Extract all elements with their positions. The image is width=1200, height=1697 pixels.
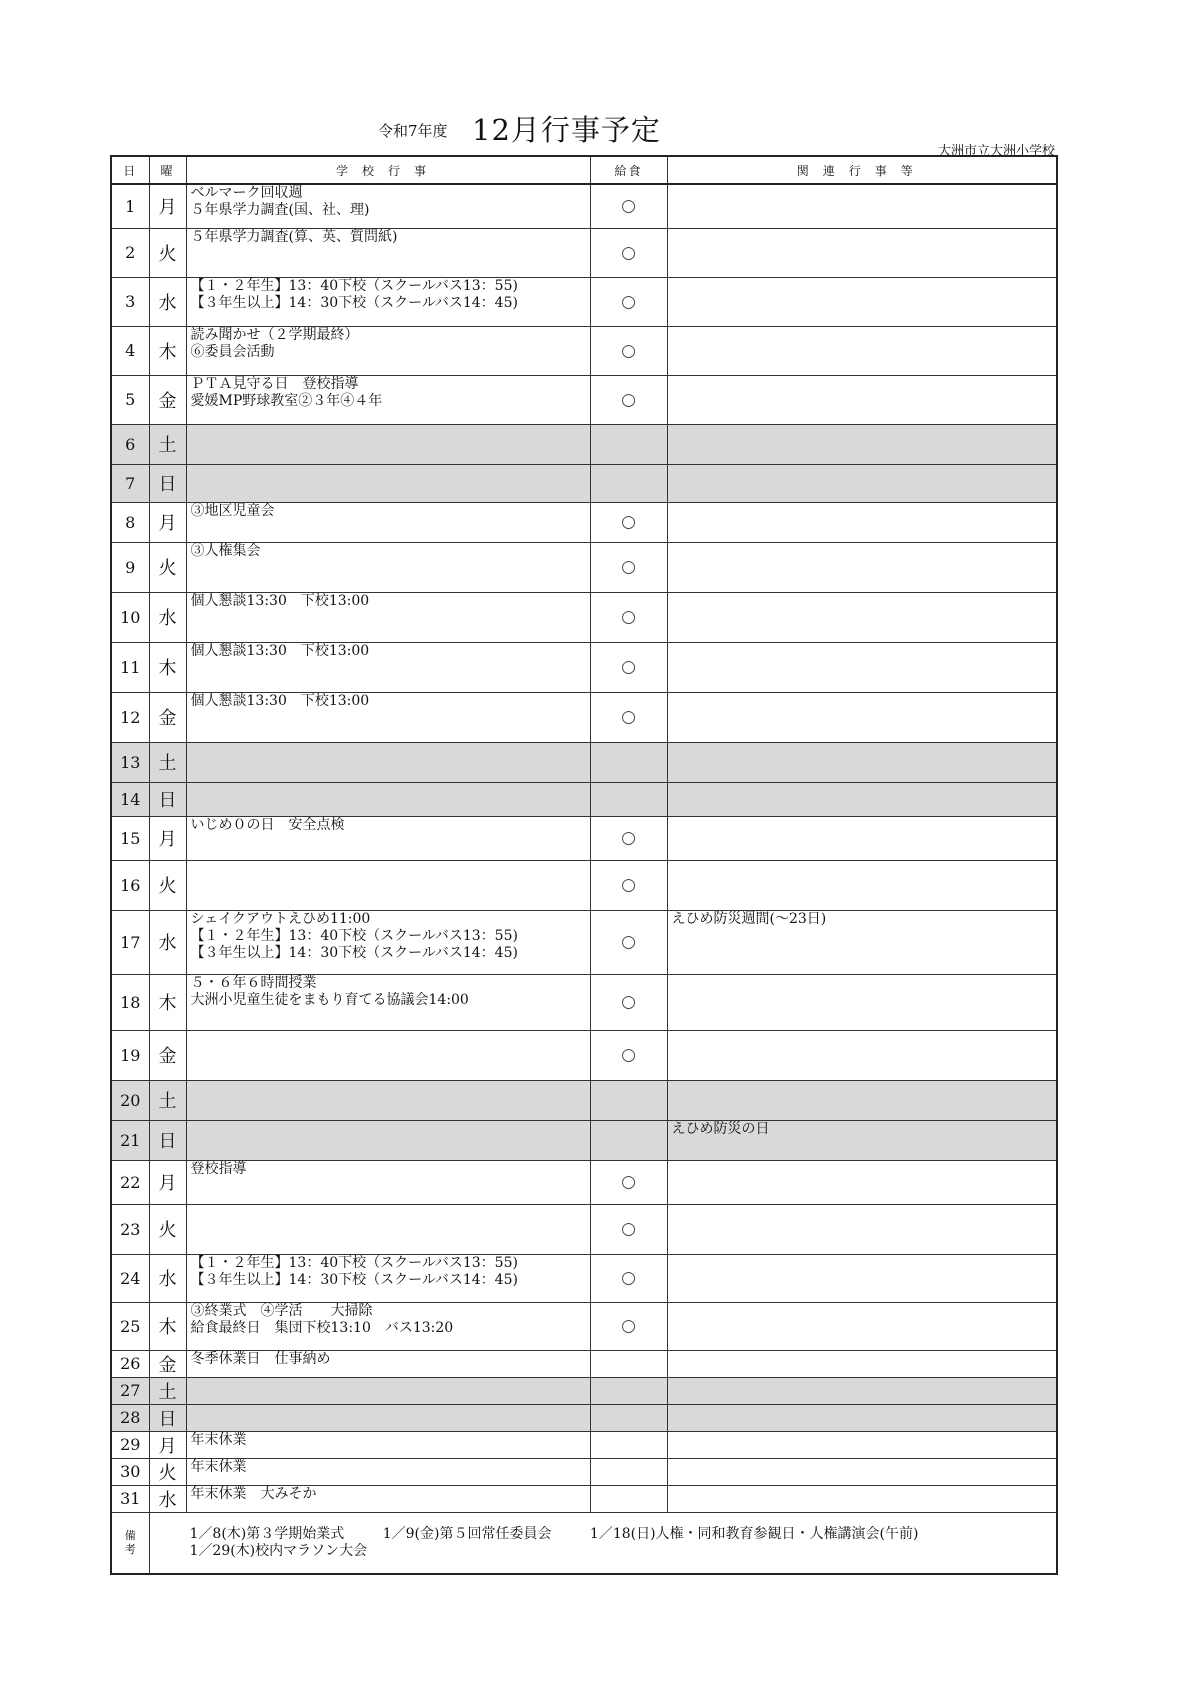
event-line: ③終業式 ④学活 大掃除 xyxy=(190,1302,373,1319)
event-line: 個人懇談13:30 下校13:00 xyxy=(190,642,370,659)
events-cell xyxy=(186,910,590,974)
weekday-cell: 月 xyxy=(149,1431,186,1458)
weekday-cell: 水 xyxy=(149,277,186,326)
day-cell: 8 xyxy=(111,502,149,542)
event-line: 読み聞かせ（２学期最終） xyxy=(190,326,359,343)
lunch-cell: ○ xyxy=(590,592,667,642)
events-cell xyxy=(186,1160,590,1204)
weekday-cell: 土 xyxy=(149,742,186,782)
events-cell xyxy=(186,375,590,424)
event-line: ＰＴＡ見守る日 登校指導 xyxy=(190,375,359,392)
table-row xyxy=(111,424,1057,464)
day-cell: 29 xyxy=(111,1431,149,1458)
events-cell xyxy=(186,592,590,642)
table-row xyxy=(111,974,1057,1030)
event-line: 【１・２年生】13：40下校（スクールバス13：55) xyxy=(190,1254,518,1271)
event-line: 個人懇談13:30 下校13:00 xyxy=(190,692,370,709)
event-line: 【３年生以上】14：30下校（スクールバス14：45) xyxy=(190,944,518,961)
events-cell xyxy=(186,1458,590,1485)
lunch-cell: ○ xyxy=(590,974,667,1030)
col-header-lunch: 給食 xyxy=(590,156,667,184)
remark-item: 1／29(木)校内マラソン大会 xyxy=(189,1542,368,1559)
day-cell: 28 xyxy=(111,1404,149,1431)
lunch-cell xyxy=(590,464,667,502)
related-cell xyxy=(667,910,1057,974)
weekday-cell: 月 xyxy=(149,184,186,228)
day-cell: 23 xyxy=(111,1204,149,1254)
table-row xyxy=(111,464,1057,502)
event-line: 【３年生以上】14：30下校（スクールバス14：45) xyxy=(190,294,518,311)
remark-item: 1／8(木)第３学期始業式 xyxy=(189,1525,345,1542)
lunch-cell xyxy=(590,1431,667,1458)
lunch-cell: ○ xyxy=(590,1160,667,1204)
remark-item: 1／9(金)第５回常任委員会 xyxy=(382,1525,552,1542)
events-cell xyxy=(186,974,590,1030)
day-cell: 4 xyxy=(111,326,149,375)
weekday-cell: 日 xyxy=(149,1120,186,1160)
day-cell: 7 xyxy=(111,464,149,502)
title-era: 令和7年度 xyxy=(378,122,448,140)
lunch-cell xyxy=(590,1377,667,1404)
table-row xyxy=(111,184,1057,228)
day-cell: 9 xyxy=(111,542,149,592)
events-cell xyxy=(186,1030,590,1080)
table-row xyxy=(111,277,1057,326)
day-cell: 12 xyxy=(111,692,149,742)
weekday-cell: 水 xyxy=(149,910,186,974)
table-row xyxy=(111,1160,1057,1204)
related-cell xyxy=(667,277,1057,326)
remarks-label-2: 考 xyxy=(124,1542,136,1556)
related-cell xyxy=(667,1302,1057,1350)
event-line: ベルマーク回収週 xyxy=(190,185,303,201)
events-cell xyxy=(186,642,590,692)
lunch-cell: ○ xyxy=(590,375,667,424)
related-cell xyxy=(667,592,1057,642)
related-cell xyxy=(667,1350,1057,1377)
events-cell xyxy=(186,277,590,326)
weekday-cell: 水 xyxy=(149,1485,186,1512)
lunch-cell xyxy=(590,1404,667,1431)
weekday-cell: 火 xyxy=(149,228,186,277)
col-header-related: 関連行事等 xyxy=(667,156,1057,184)
related-cell xyxy=(667,1485,1057,1512)
events-cell xyxy=(186,1120,590,1160)
lunch-cell: ○ xyxy=(590,326,667,375)
lunch-cell xyxy=(590,1080,667,1120)
event-line: 愛媛MP野球教室②３年④４年 xyxy=(190,392,383,409)
related-cell xyxy=(667,1204,1057,1254)
table-row xyxy=(111,1302,1057,1350)
day-cell: 21 xyxy=(111,1120,149,1160)
weekday-cell: 木 xyxy=(149,974,186,1030)
event-line: 【１・２年生】13：40下校（スクールバス13：55) xyxy=(190,277,518,294)
day-cell: 22 xyxy=(111,1160,149,1204)
lunch-cell: ○ xyxy=(590,542,667,592)
weekday-cell: 日 xyxy=(149,464,186,502)
day-cell: 18 xyxy=(111,974,149,1030)
day-cell: 31 xyxy=(111,1485,149,1512)
lunch-cell xyxy=(590,424,667,464)
day-cell: 2 xyxy=(111,228,149,277)
day-cell: 15 xyxy=(111,816,149,860)
weekday-cell: 火 xyxy=(149,542,186,592)
table-row xyxy=(111,782,1057,816)
table-row xyxy=(111,326,1057,375)
lunch-cell xyxy=(590,782,667,816)
lunch-cell: ○ xyxy=(590,642,667,692)
lunch-cell xyxy=(590,742,667,782)
weekday-cell: 月 xyxy=(149,1160,186,1204)
day-cell: 17 xyxy=(111,910,149,974)
related-cell xyxy=(667,742,1057,782)
event-line: 大洲小児童生徒をまもり育てる協議会14:00 xyxy=(190,991,469,1008)
lunch-cell: ○ xyxy=(590,1254,667,1302)
lunch-cell: ○ xyxy=(590,502,667,542)
lunch-cell xyxy=(590,1350,667,1377)
weekday-cell: 火 xyxy=(149,1204,186,1254)
events-cell xyxy=(186,1377,590,1404)
related-cell xyxy=(667,692,1057,742)
remarks-line-2 xyxy=(190,1543,1057,1560)
event-line: 年末休業 xyxy=(190,1458,247,1475)
event-line: 【３年生以上】14：30下校（スクールバス14：45) xyxy=(190,1271,518,1288)
schedule-table xyxy=(110,155,1058,1575)
events-cell xyxy=(186,816,590,860)
event-line: ５・６年６時間授業 xyxy=(190,974,317,991)
table-row xyxy=(111,742,1057,782)
header-row xyxy=(111,156,1057,184)
lunch-cell: ○ xyxy=(590,184,667,228)
related-cell xyxy=(667,1254,1057,1302)
day-cell: 24 xyxy=(111,1254,149,1302)
related-cell xyxy=(667,1458,1057,1485)
events-cell xyxy=(186,782,590,816)
events-cell xyxy=(186,184,590,228)
day-cell: 16 xyxy=(111,860,149,910)
events-cell xyxy=(186,464,590,502)
remarks-label xyxy=(111,1512,149,1574)
weekday-cell: 日 xyxy=(149,782,186,816)
event-line: ⑥委員会活動 xyxy=(190,343,275,360)
lunch-cell: ○ xyxy=(590,692,667,742)
lunch-cell: ○ xyxy=(590,1030,667,1080)
table-row xyxy=(111,816,1057,860)
table-row xyxy=(111,1030,1057,1080)
table-row xyxy=(111,1080,1057,1120)
related-cell xyxy=(667,1080,1057,1120)
weekday-cell: 金 xyxy=(149,375,186,424)
weekday-cell: 金 xyxy=(149,692,186,742)
event-line: ５年県学力調査(国、社、理) xyxy=(190,202,370,218)
day-cell: 11 xyxy=(111,642,149,692)
table-row xyxy=(111,592,1057,642)
related-cell xyxy=(667,184,1057,228)
weekday-cell: 水 xyxy=(149,1254,186,1302)
table-row xyxy=(111,1377,1057,1404)
event-line: 【１・２年生】13：40下校（スクールバス13：55) xyxy=(190,927,518,944)
table-row xyxy=(111,502,1057,542)
related-cell xyxy=(667,642,1057,692)
related-cell xyxy=(667,375,1057,424)
table-row xyxy=(111,1404,1057,1431)
events-cell xyxy=(186,1431,590,1458)
related-cell xyxy=(667,1030,1057,1080)
remarks-line-1 xyxy=(190,1526,1057,1543)
weekday-cell: 金 xyxy=(149,1350,186,1377)
event-line: 年末休業 xyxy=(190,1431,247,1448)
school-name: 大洲市立大洲小学校 xyxy=(937,144,1055,159)
lunch-cell: ○ xyxy=(590,277,667,326)
col-header-day: 日 xyxy=(111,156,149,184)
table-row xyxy=(111,860,1057,910)
events-cell xyxy=(186,860,590,910)
event-line: 登校指導 xyxy=(190,1160,247,1177)
day-cell: 26 xyxy=(111,1350,149,1377)
schedule-body xyxy=(111,184,1057,1512)
related-cell xyxy=(667,502,1057,542)
related-line: えひめ防災の日 xyxy=(671,1120,770,1137)
related-cell xyxy=(667,542,1057,592)
col-header-weekday: 曜 xyxy=(149,156,186,184)
weekday-cell: 木 xyxy=(149,326,186,375)
related-cell xyxy=(667,1431,1057,1458)
event-line: ③地区児童会 xyxy=(190,502,275,519)
events-cell xyxy=(186,1204,590,1254)
day-cell: 10 xyxy=(111,592,149,642)
related-cell xyxy=(667,464,1057,502)
remarks-label-1: 備 xyxy=(124,1528,136,1542)
table-row xyxy=(111,1485,1057,1512)
table-row xyxy=(111,375,1057,424)
weekday-cell: 水 xyxy=(149,592,186,642)
remark-item: 1／18(日)人権・同和教育参観日・人権講演会(午前) xyxy=(589,1525,919,1542)
remarks-row xyxy=(111,1512,1057,1574)
events-cell xyxy=(186,1350,590,1377)
weekday-cell: 火 xyxy=(149,860,186,910)
event-line: いじめ０の日 安全点検 xyxy=(190,816,345,833)
related-cell xyxy=(667,860,1057,910)
related-cell xyxy=(667,974,1057,1030)
weekday-cell: 月 xyxy=(149,502,186,542)
weekday-cell: 木 xyxy=(149,1302,186,1350)
day-cell: 25 xyxy=(111,1302,149,1350)
related-cell xyxy=(667,816,1057,860)
page-title: 12月行事予定 xyxy=(472,113,661,147)
events-cell xyxy=(186,1404,590,1431)
event-line: 給食最終日 集団下校13:10 バス13:20 xyxy=(190,1319,454,1336)
lunch-cell xyxy=(590,1120,667,1160)
related-cell xyxy=(667,228,1057,277)
weekday-cell: 土 xyxy=(149,424,186,464)
event-line: 年末休業 大みそか xyxy=(190,1485,317,1502)
events-cell xyxy=(186,1254,590,1302)
lunch-cell: ○ xyxy=(590,860,667,910)
related-cell xyxy=(667,782,1057,816)
table-row xyxy=(111,1254,1057,1302)
related-cell xyxy=(667,1160,1057,1204)
event-line: 個人懇談13:30 下校13:00 xyxy=(190,592,370,609)
day-cell: 14 xyxy=(111,782,149,816)
weekday-cell: 日 xyxy=(149,1404,186,1431)
day-cell: 20 xyxy=(111,1080,149,1120)
day-cell: 5 xyxy=(111,375,149,424)
weekday-cell: 木 xyxy=(149,642,186,692)
related-cell xyxy=(667,1377,1057,1404)
day-cell: 19 xyxy=(111,1030,149,1080)
table-row xyxy=(111,1204,1057,1254)
lunch-cell: ○ xyxy=(590,910,667,974)
weekday-cell: 金 xyxy=(149,1030,186,1080)
lunch-cell: ○ xyxy=(590,228,667,277)
lunch-cell xyxy=(590,1485,667,1512)
day-cell: 13 xyxy=(111,742,149,782)
table-row xyxy=(111,228,1057,277)
event-line: ５年県学力調査(算、英、質問紙) xyxy=(190,228,398,245)
day-cell: 1 xyxy=(111,184,149,228)
events-cell xyxy=(186,326,590,375)
day-cell: 3 xyxy=(111,277,149,326)
events-cell xyxy=(186,742,590,782)
day-cell: 6 xyxy=(111,424,149,464)
event-line: シェイクアウトえひめ11:00 xyxy=(190,910,371,927)
table-row xyxy=(111,1350,1057,1377)
weekday-cell: 火 xyxy=(149,1458,186,1485)
weekday-cell: 土 xyxy=(149,1080,186,1120)
events-cell xyxy=(186,1080,590,1120)
related-cell xyxy=(667,424,1057,464)
event-line: ③人権集会 xyxy=(190,542,261,559)
day-cell: 27 xyxy=(111,1377,149,1404)
events-cell xyxy=(186,1302,590,1350)
table-row xyxy=(111,642,1057,692)
events-cell xyxy=(186,542,590,592)
related-cell xyxy=(667,1120,1057,1160)
events-cell xyxy=(186,228,590,277)
remarks-body xyxy=(149,1512,1057,1574)
weekday-cell: 土 xyxy=(149,1377,186,1404)
day-cell: 30 xyxy=(111,1458,149,1485)
events-cell xyxy=(186,502,590,542)
event-line: 冬季休業日 仕事納め xyxy=(190,1350,331,1367)
col-header-events: 学校行事 xyxy=(186,156,590,184)
related-line: えひめ防災週間(～23日) xyxy=(671,910,827,927)
table-row xyxy=(111,1431,1057,1458)
table-row xyxy=(111,1458,1057,1485)
lunch-cell: ○ xyxy=(590,816,667,860)
lunch-cell: ○ xyxy=(590,1204,667,1254)
lunch-cell xyxy=(590,1458,667,1485)
table-row xyxy=(111,1120,1057,1160)
related-cell xyxy=(667,1404,1057,1431)
table-row xyxy=(111,910,1057,974)
weekday-cell: 月 xyxy=(149,816,186,860)
lunch-cell: ○ xyxy=(590,1302,667,1350)
events-cell xyxy=(186,692,590,742)
table-row xyxy=(111,542,1057,592)
events-cell xyxy=(186,1485,590,1512)
events-cell xyxy=(186,424,590,464)
related-cell xyxy=(667,326,1057,375)
table-row xyxy=(111,692,1057,742)
